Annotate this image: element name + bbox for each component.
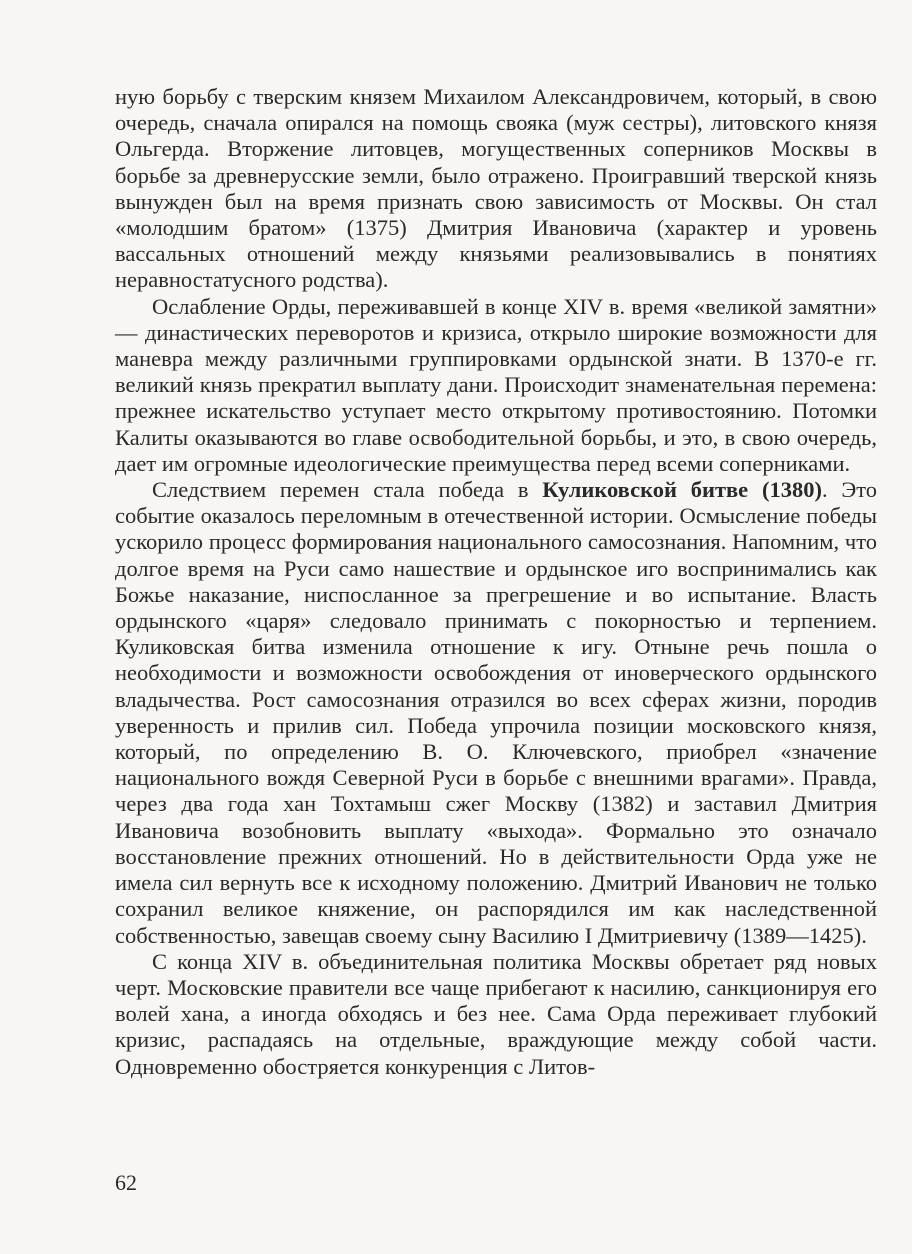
paragraph-text: С конца XIV в. объединительная политика Москвы обретает ряд новых черт. Московские правители все чаще прибегают к насилию, санкционируя его волей хана, а иногда обходясь и без нее. Сама Орда переживает глубокий кризис, распадаясь на отдельные, враждующие между собой части. Одновременно обостряется конкуренция с Литов- xyxy=(115,948,877,1079)
page-number: 62 xyxy=(115,1170,137,1195)
paragraph xyxy=(115,949,877,1080)
paragraph xyxy=(115,294,877,477)
paragraph-text: Ослабление Орды, переживавшей в конце XIV в. время «великой замятни» — династических переворотов и кризиса, открыло широкие возможности для маневра между различными группировками ордынской знати. В 1370-е гг. великий князь прекратил выплату дани. Происходит знаменательная перемена: прежнее искательство уступает место открытому противостоянию. Потомки Калиты оказываются во главе освободительной борьбы, и это, в свою очередь, дает им огромные идеологические преимущества перед всеми соперниками. xyxy=(115,293,877,476)
paragraph xyxy=(115,84,877,294)
paragraph-text: . Это событие оказалось переломным в отечественной истории. Осмысление победы ускорило процесс формирования национального самосознания. Напомним, что долгое время на Руси само нашествие и ордынское иго воспринимались как Божье наказание, ниспосланное за прегрешение и во испытание. Власть ордынского «царя» следовало принимать с покорностью и терпением. Куликовская битва изменила отношение к игу. Отныне речь пошла о необходимости и возможности освобождения от иноверческого ордынского владычества. Рост самосознания отразился во всех сферах жизни, породив уверенность и прилив сил. Победа упрочила позиции московского князя, который, по определению В. О. Ключевского, приобрел «значение национального вождя Северной Руси в борьбе с внешними врагами». Правда, через два года хан Тохтамыш сжег Москву (1382) и заставил Дмитрия Ивановича возобновить выплату «выхода». Формально это означало восстановление прежних отношений. Но в действительности Орда уже не имела сил вернуть все к исходному положению. Дмитрий Иванович не только сохранил великое княжение, он распорядился им как наследственной собственностью, завещав своему сыну Василию I Дмитриевичу (1389—1425). xyxy=(115,477,878,948)
paragraph-text: ную борьбу с тверским князем Михаилом Александровичем, который, в свою очередь, сначала опирался на помощь свояка (муж сестры), литовского князя Ольгерда. Вторжение литовцев, могущественных соперников Москвы в борьбе за древнерусские земли, было отражено. Проигравший тверской князь вынужден был на время признать свою зависимость от Москвы. Он стал «молодшим братом» (1375) Дмитрия Ивановича (характер и уровень вассальных отношений между князьями реализовывались в понятиях неравностатусного родства). xyxy=(115,84,877,293)
paragraph-text: Следствием перемен стала победа в xyxy=(152,477,543,503)
paragraph xyxy=(115,477,877,949)
bold-term: Куликовской битве (1380) xyxy=(542,477,822,503)
body-text xyxy=(115,84,877,1080)
